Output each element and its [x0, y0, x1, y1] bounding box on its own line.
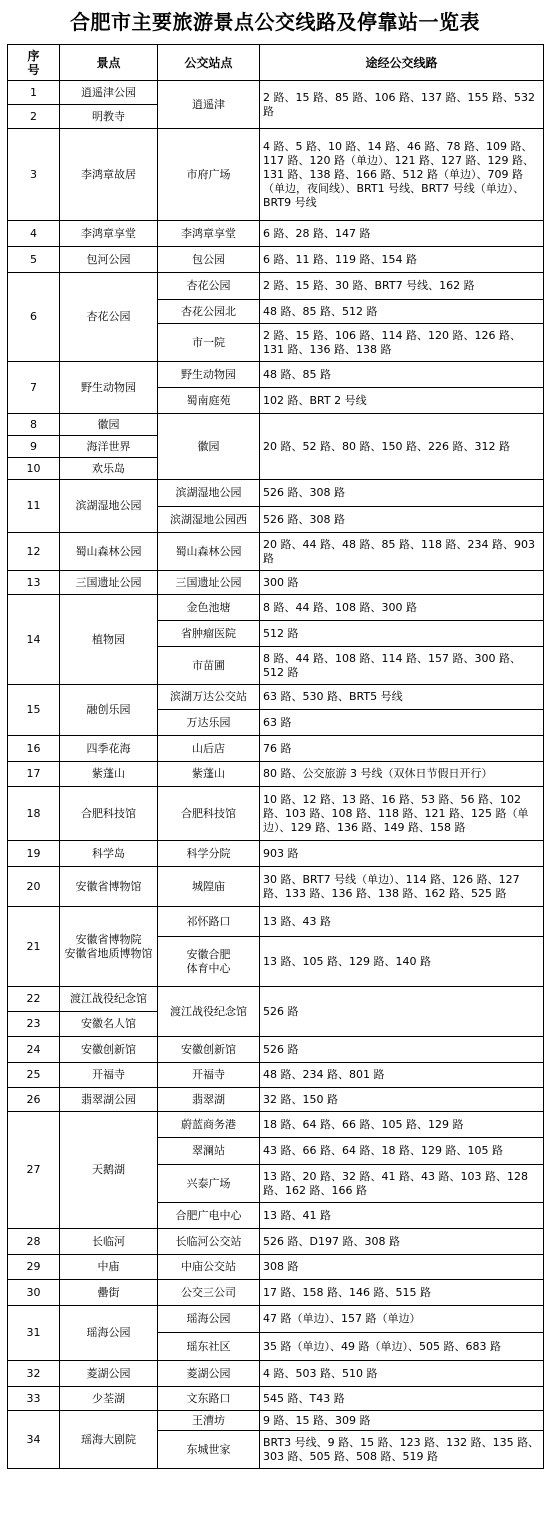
table-body [8, 81, 544, 1469]
bus-stop: 包公园 [158, 247, 260, 273]
scenic-spot: 野生动物园 [60, 362, 158, 414]
bus-routes: 13 路、43 路 [260, 907, 544, 937]
row-number: 13 [8, 571, 60, 595]
scenic-spot: 明教寺 [60, 105, 158, 129]
bus-routes: 10 路、12 路、13 路、16 路、53 路、56 路、102 路、103 路、108 路、118 路、121 路、125 路（单边）、129 路、136 路、149 路、158 路 [260, 787, 544, 841]
bus-routes: 13 路、20 路、32 路、41 路、43 路、103 路、128 路、162 路、166 路 [260, 1165, 544, 1203]
row-number: 17 [8, 762, 60, 787]
bus-routes: 47 路（单边）、157 路（单边） [260, 1306, 544, 1333]
bus-routes: 526 路 [260, 1037, 544, 1063]
row-number: 1 [8, 81, 60, 105]
bus-routes: 308 路 [260, 1255, 544, 1280]
bus-stop: 城隍庙 [158, 867, 260, 907]
bus-stop: 渡江战役纪念馆 [158, 987, 260, 1037]
table-row [8, 221, 544, 247]
row-number: 18 [8, 787, 60, 841]
row-number: 2 [8, 105, 60, 129]
table-row [8, 685, 544, 710]
header-stop: 公交站点 [158, 45, 260, 81]
scenic-spot: 安徽名人馆 [60, 1012, 158, 1037]
bus-routes: 80 路、公交旅游 3 号线（双休日节假日开行） [260, 762, 544, 787]
bus-routes: 102 路、BRT 2 号线 [260, 388, 544, 414]
scenic-spot: 三国遗址公园 [60, 571, 158, 595]
header-spot: 景点 [60, 45, 158, 81]
bus-stop: 滨湖湿地公园 [158, 480, 260, 507]
table-row [8, 762, 544, 787]
row-number: 5 [8, 247, 60, 273]
scenic-spot: 长临河 [60, 1229, 158, 1255]
bus-routes: 30 路、BRT7 号线（单边）、114 路、126 路、127 路、133 路、136 路、138 路、162 路、525 路 [260, 867, 544, 907]
bus-routes: 63 路、530 路、BRT5 号线 [260, 685, 544, 710]
row-number: 11 [8, 480, 60, 533]
bus-stop: 东城世家 [158, 1431, 260, 1469]
row-number: 4 [8, 221, 60, 247]
bus-routes: BRT3 号线、9 路、15 路、123 路、132 路、135 路、303 路、505 路、508 路、519 路 [260, 1431, 544, 1469]
bus-stop: 合肥广电中心 [158, 1203, 260, 1229]
row-number: 22 [8, 987, 60, 1012]
bus-routes: 35 路（单边）、49 路（单边）、505 路、683 路 [260, 1333, 544, 1361]
bus-stop: 滨湖万达公交站 [158, 685, 260, 710]
bus-stop: 紫蓬山 [158, 762, 260, 787]
row-number: 3 [8, 129, 60, 221]
bus-routes: 4 路、5 路、10 路、14 路、46 路、78 路、109 路、117 路、120 路（单边）、121 路、127 路、129 路、131 路、138 路、166 路、512 路（单边）、709 路（单边，夜间线）、BRT1 号线、BRT7 号线（单边）、BRT9 号线 [260, 129, 544, 221]
table-row [8, 867, 544, 907]
table-row [8, 533, 544, 571]
bus-routes: 13 路、105 路、129 路、140 路 [260, 937, 544, 987]
scenic-spot: 蜀山森林公园 [60, 533, 158, 571]
bus-routes: 2 路、15 路、30 路、BRT7 号线、162 路 [260, 273, 544, 300]
row-number: 31 [8, 1306, 60, 1361]
row-number: 10 [8, 458, 60, 480]
row-number: 28 [8, 1229, 60, 1255]
row-number: 32 [8, 1361, 60, 1387]
bus-stop: 徽园 [158, 414, 260, 480]
row-number: 8 [8, 414, 60, 436]
row-number: 33 [8, 1387, 60, 1411]
bus-route-table [7, 44, 544, 1469]
table-row [8, 1280, 544, 1306]
table-row [8, 414, 544, 436]
bus-stop: 翠澜站 [158, 1138, 260, 1165]
bus-stop: 市苗圃 [158, 647, 260, 685]
bus-stop: 金色池塘 [158, 595, 260, 621]
bus-stop: 野生动物园 [158, 362, 260, 388]
table-row [8, 273, 544, 300]
scenic-spot: 天鹅湖 [60, 1112, 158, 1229]
table-row [8, 571, 544, 595]
bus-routes: 48 路、85 路、512 路 [260, 300, 544, 324]
bus-stop: 逍遥津 [158, 81, 260, 129]
bus-routes: 20 路、44 路、48 路、85 路、118 路、234 路、903 路 [260, 533, 544, 571]
scenic-spot: 逍遥津公园 [60, 81, 158, 105]
row-number: 34 [8, 1411, 60, 1469]
scenic-spot: 安徽省博物院 安徽省地质博物馆 [60, 907, 158, 987]
table-row [8, 841, 544, 867]
scenic-spot: 瑶海大剧院 [60, 1411, 158, 1469]
bus-routes: 526 路、D197 路、308 路 [260, 1229, 544, 1255]
bus-routes: 300 路 [260, 571, 544, 595]
header-routes: 途经公交线路 [260, 45, 544, 81]
bus-routes: 48 路、85 路 [260, 362, 544, 388]
table-row [8, 907, 544, 937]
bus-stop: 滨湖湿地公园西 [158, 507, 260, 533]
bus-stop: 兴泰广场 [158, 1165, 260, 1203]
row-number: 19 [8, 841, 60, 867]
table-row [8, 987, 544, 1012]
bus-stop: 蜀南庭苑 [158, 388, 260, 414]
row-number: 9 [8, 436, 60, 458]
bus-stop: 翡翠湖 [158, 1088, 260, 1112]
table-row [8, 595, 544, 621]
bus-stop: 中庙公交站 [158, 1255, 260, 1280]
table-row [8, 736, 544, 762]
scenic-spot: 安徽创新馆 [60, 1037, 158, 1063]
table-row [8, 129, 544, 221]
bus-routes: 13 路、41 路 [260, 1203, 544, 1229]
row-number: 25 [8, 1063, 60, 1088]
table-row [8, 480, 544, 507]
bus-routes: 8 路、44 路、108 路、114 路、157 路、300 路、512 路 [260, 647, 544, 685]
row-number: 14 [8, 595, 60, 685]
scenic-spot: 融创乐园 [60, 685, 158, 736]
table-header-row [8, 45, 544, 81]
table-row [8, 1387, 544, 1411]
bus-stop: 万达乐园 [158, 710, 260, 736]
table-row [8, 1361, 544, 1387]
bus-routes: 32 路、150 路 [260, 1088, 544, 1112]
bus-stop: 安徽合肥 体育中心 [158, 937, 260, 987]
row-number: 30 [8, 1280, 60, 1306]
scenic-spot: 欢乐岛 [60, 458, 158, 480]
bus-routes: 17 路、158 路、146 路、515 路 [260, 1280, 544, 1306]
row-number: 20 [8, 867, 60, 907]
scenic-spot: 滨湖湿地公园 [60, 480, 158, 533]
scenic-spot: 菱湖公园 [60, 1361, 158, 1387]
scenic-spot: 中庙 [60, 1255, 158, 1280]
bus-routes: 526 路 [260, 987, 544, 1037]
bus-stop: 公交三公司 [158, 1280, 260, 1306]
row-number: 21 [8, 907, 60, 987]
bus-stop: 杏花公园 [158, 273, 260, 300]
scenic-spot: 包河公园 [60, 247, 158, 273]
bus-stop: 长临河公交站 [158, 1229, 260, 1255]
bus-stop: 市一院 [158, 324, 260, 362]
bus-stop: 市府广场 [158, 129, 260, 221]
bus-routes: 2 路、15 路、106 路、114 路、120 路、126 路、131 路、136 路、138 路 [260, 324, 544, 362]
bus-stop: 科学分院 [158, 841, 260, 867]
table-row [8, 1229, 544, 1255]
bus-stop: 祁怀路口 [158, 907, 260, 937]
bus-stop: 瑶海公园 [158, 1306, 260, 1333]
bus-routes: 43 路、66 路、64 路、18 路、129 路、105 路 [260, 1138, 544, 1165]
table-row [8, 1112, 544, 1138]
table-row [8, 1088, 544, 1112]
scenic-spot: 紫蓬山 [60, 762, 158, 787]
row-number: 26 [8, 1088, 60, 1112]
bus-stop: 菱湖公园 [158, 1361, 260, 1387]
bus-stop: 杏花公园北 [158, 300, 260, 324]
row-number: 29 [8, 1255, 60, 1280]
row-number: 24 [8, 1037, 60, 1063]
row-number: 6 [8, 273, 60, 362]
bus-routes: 903 路 [260, 841, 544, 867]
row-number: 16 [8, 736, 60, 762]
row-number: 23 [8, 1012, 60, 1037]
bus-stop: 三国遗址公园 [158, 571, 260, 595]
bus-routes: 48 路、234 路、801 路 [260, 1063, 544, 1088]
bus-routes: 20 路、52 路、80 路、150 路、226 路、312 路 [260, 414, 544, 480]
bus-routes: 2 路、15 路、85 路、106 路、137 路、155 路、532 路 [260, 81, 544, 129]
row-number: 15 [8, 685, 60, 736]
scenic-spot: 徽园 [60, 414, 158, 436]
bus-routes: 6 路、28 路、147 路 [260, 221, 544, 247]
scenic-spot: 李鸿章享堂 [60, 221, 158, 247]
bus-routes: 6 路、11 路、119 路、154 路 [260, 247, 544, 273]
bus-routes: 512 路 [260, 621, 544, 647]
bus-routes: 18 路、64 路、66 路、105 路、129 路 [260, 1112, 544, 1138]
table-row [8, 1255, 544, 1280]
page-title: 合肥市主要旅游景点公交线路及停靠站一览表 [70, 10, 480, 34]
bus-stop: 文东路口 [158, 1387, 260, 1411]
bus-stop: 蔚蓝商务港 [158, 1112, 260, 1138]
scenic-spot: 李鸿章故居 [60, 129, 158, 221]
bus-stop: 蜀山森林公园 [158, 533, 260, 571]
row-number: 27 [8, 1112, 60, 1229]
scenic-spot: 四季花海 [60, 736, 158, 762]
bus-stop: 山后店 [158, 736, 260, 762]
scenic-spot: 杏花公园 [60, 273, 158, 362]
scenic-spot: 海洋世界 [60, 436, 158, 458]
bus-routes: 526 路、308 路 [260, 507, 544, 533]
scenic-spot: 安徽省博物馆 [60, 867, 158, 907]
bus-stop: 瑶东社区 [158, 1333, 260, 1361]
bus-stop: 省肿瘤医院 [158, 621, 260, 647]
scenic-spot: 渡江战役纪念馆 [60, 987, 158, 1012]
table-row [8, 362, 544, 388]
scenic-spot: 少荃湖 [60, 1387, 158, 1411]
bus-stop: 合肥科技馆 [158, 787, 260, 841]
scenic-spot: 科学岛 [60, 841, 158, 867]
bus-routes: 526 路、308 路 [260, 480, 544, 507]
bus-routes: 545 路、T43 路 [260, 1387, 544, 1411]
scenic-spot: 开福寺 [60, 1063, 158, 1088]
table-row [8, 1037, 544, 1063]
row-number: 7 [8, 362, 60, 414]
header-no: 序 号 [8, 45, 60, 81]
table-row [8, 1306, 544, 1333]
scenic-spot: 罍街 [60, 1280, 158, 1306]
bus-stop: 开福寺 [158, 1063, 260, 1088]
bus-stop: 李鸿章享堂 [158, 221, 260, 247]
scenic-spot: 翡翠湖公园 [60, 1088, 158, 1112]
table-row [8, 81, 544, 105]
table-row [8, 1063, 544, 1088]
bus-routes: 4 路、503 路、510 路 [260, 1361, 544, 1387]
table-row [8, 1411, 544, 1431]
bus-stop: 王漕坊 [158, 1411, 260, 1431]
bus-routes: 76 路 [260, 736, 544, 762]
table-row [8, 247, 544, 273]
bus-routes: 9 路、15 路、309 路 [260, 1411, 544, 1431]
bus-stop: 安徽创新馆 [158, 1037, 260, 1063]
row-number: 12 [8, 533, 60, 571]
bus-routes: 63 路 [260, 710, 544, 736]
scenic-spot: 合肥科技馆 [60, 787, 158, 841]
scenic-spot: 瑶海公园 [60, 1306, 158, 1361]
bus-routes: 8 路、44 路、108 路、300 路 [260, 595, 544, 621]
scenic-spot: 植物园 [60, 595, 158, 685]
table-row [8, 787, 544, 841]
